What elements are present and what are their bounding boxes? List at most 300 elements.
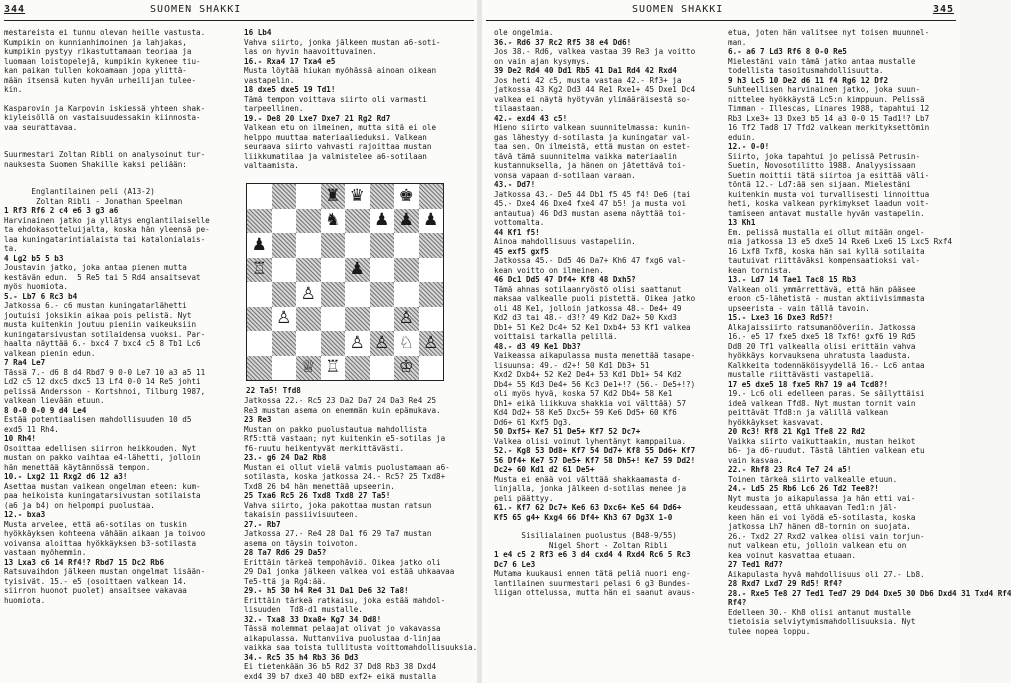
move-line: 1 e4 c5 2 Rf3 e6 3 d4 cxd4 4 Rxd4 Rc6 5 Rc3 bbox=[494, 550, 691, 559]
text-line: Suhteellisen harvinainen jatko, joka suun- bbox=[728, 85, 921, 94]
text-line: Nigel Short - Zoltan Ribli bbox=[494, 540, 668, 550]
text-line: man. bbox=[728, 37, 747, 47]
board-square bbox=[345, 307, 370, 332]
text-line: kestävän edun. 5 Re5 tai 5 Rd4 ansaitsevat bbox=[4, 272, 201, 282]
move-line: 29.- h5 30 h4 Re4 31 Da1 De6 32 Ta8! bbox=[244, 586, 409, 595]
chess-piece-square: ♜ bbox=[321, 184, 346, 209]
text-line: Edelleen 30.- Kh8 olisi antanut mustalle bbox=[728, 607, 911, 617]
text-column-4 bbox=[728, 28, 1011, 678]
text-line: nut valkean etu, jolloin valkean etu on bbox=[728, 541, 907, 550]
blank-line bbox=[494, 522, 724, 531]
text-line: Asettaa mustan vaikean ongelman eteen: kum- bbox=[4, 481, 201, 491]
diagram-caption: 22 Ta5! Tfd8 bbox=[246, 386, 301, 395]
board-square bbox=[345, 209, 370, 234]
chess-piece-square: ♙ bbox=[276, 308, 292, 329]
text-line: asema on täysin toivoton. bbox=[244, 538, 359, 548]
board-square bbox=[247, 331, 272, 356]
text-line: Englantilainen peli (A13-2) bbox=[4, 187, 155, 196]
text-line: hyökkäykset kasvavat. bbox=[728, 417, 825, 427]
move-line: 32.- Txa8 33 Dxa8+ Kg7 34 Dd8! bbox=[244, 614, 382, 624]
chess-piece-square: ♞ bbox=[325, 210, 341, 231]
left-page bbox=[0, 0, 478, 683]
text-line: töntä 12.- Ld7:ää sen sijaan. Mielestäni bbox=[728, 180, 911, 189]
text-line: peittävät Tfd8:n ja välillä valkean bbox=[728, 408, 889, 417]
board-square bbox=[296, 184, 321, 209]
text-line: Erittäin tärkeä tempohäviö. Oikea jatko oli bbox=[244, 557, 441, 567]
text-line: vastapelin. bbox=[244, 75, 295, 85]
text-line: exd5 11 Rh4. bbox=[4, 424, 59, 434]
text-line: eroon c5-lähetistä - mustan aktiivisimmasta bbox=[728, 294, 925, 303]
text-line: Estää potentiaalisen mahdollisuuden 10 d5 bbox=[4, 415, 192, 424]
board-square bbox=[296, 331, 321, 356]
text-line: helppo muuttaa materiaalieduksi. Valkean bbox=[244, 132, 427, 142]
text-line: mään itsensä kuten hyvän urheilijan tulee- bbox=[4, 75, 197, 85]
header-rule bbox=[486, 20, 956, 21]
text-line: Musta arvelee, että a6-sotilas on tuskin bbox=[4, 519, 187, 529]
text-line: takaisin passiivisuuteen. bbox=[244, 510, 359, 519]
text-line: Te5-ttä ja Rg4:ää. bbox=[244, 576, 327, 586]
text-line: Tämä ahnas sotilaanryöstö olisi saattanut bbox=[494, 284, 682, 294]
text-line: Osoittaa edellisen siirron heikkouden. Nyt bbox=[4, 443, 197, 453]
blank-line bbox=[4, 141, 240, 150]
board-square bbox=[321, 282, 346, 307]
board-square bbox=[321, 331, 346, 356]
text-line: kean voitto on ilmeinen. bbox=[494, 265, 604, 275]
page-number: 345 bbox=[932, 4, 954, 15]
text-line: ta. bbox=[4, 244, 18, 253]
chess-piece-square: ♙ bbox=[370, 331, 395, 356]
text-line: ole ongelmia. bbox=[494, 28, 554, 37]
text-line: Hieno siirto valkean suunnitelmassa: kunin- bbox=[494, 123, 691, 132]
chess-diagram bbox=[246, 183, 444, 381]
text-line: joutuisi joksikin aikaa pois pelistä. Nyt bbox=[4, 310, 192, 320]
text-line: Nyt musta jo aikapulassa ja hän etti vai- bbox=[728, 493, 916, 503]
text-column-3 bbox=[494, 28, 724, 678]
board-square bbox=[370, 307, 395, 332]
text-line: eduin. bbox=[728, 132, 756, 142]
right-page bbox=[482, 0, 1011, 683]
text-line: Mielestäni vain tämä jatko antaa mustalle bbox=[728, 56, 916, 66]
move-line: 1 Rf3 Rf6 2 c4 e6 3 g3 a6 bbox=[4, 206, 119, 215]
move-line: 15.- Lxe3 16 Dxe3 Rd5?! bbox=[728, 313, 834, 322]
text-line: vonsa vapaan d-sotilaan varaan. bbox=[494, 170, 636, 180]
move-line: 27 Ted1 Rd7? bbox=[728, 560, 783, 569]
text-line: Valkea olisi voinut lyhentänyt kamppailua. bbox=[494, 436, 687, 446]
text-line: Rb3 Lxe3+ 13 Dxe3 b5 14 a3 0-0 15 Tad1!? Lb7 bbox=[728, 113, 930, 123]
text-line: seuraava siirto vahvasti rajoittaa mustan bbox=[244, 142, 432, 151]
text-line: valkean pienin edun. bbox=[4, 348, 96, 358]
board-square bbox=[247, 356, 272, 381]
text-line: sotilasta, koska jatkossa 24.- Rc5? 25 Txd8+ bbox=[244, 472, 446, 481]
text-line: mustalle riittävästi vastapeliä. bbox=[728, 370, 875, 379]
text-line: Jatkossa 27.- Re4 28 Da1 f6 29 Ta7 mustan bbox=[244, 529, 432, 538]
move-line: 5.- Lb7 6 Rc3 b4 bbox=[4, 291, 78, 301]
move-line: 19.- De8 20 Lxe7 Dxe7 21 Rg2 Rd7 bbox=[244, 113, 391, 123]
text-line: gas lähestyy d-sotilasta ja kuningatar val- bbox=[494, 132, 691, 142]
text-line: vastaan myöhemmin. bbox=[4, 548, 87, 557]
move-line: 28.- Rxe5 Te8 27 Ted1 Ted7 29 Dd4 Dxe5 30 Db6 Dxd4 31 Txd4 Rf4 bbox=[728, 588, 1011, 598]
text-line: Musta ei enää voi välttää shakkaamasta d- bbox=[494, 474, 682, 484]
move-line: 39 De2 Rd4 40 Dd1 Rb5 41 Da1 Rd4 42 Rxd4 bbox=[494, 66, 677, 75]
text-line: f6-ruutu heikentyvät merkittävästi. bbox=[244, 443, 405, 453]
chess-piece-square: ♙ bbox=[394, 307, 419, 332]
text-line: 29 Da1 jonka jälkeen valkea voi estää uhkaavaa bbox=[244, 567, 455, 576]
move-line: 7 Ra4 Le7 bbox=[4, 358, 46, 367]
board-square bbox=[321, 307, 346, 332]
text-line: 45.- Dxe4 46 Dxe4 fxe4 47 b5! ja musta voi bbox=[494, 199, 687, 208]
text-line: Db1+ 51 Ke2 Dc4+ 52 Ke1 Dxb4+ 53 Kf1 valkea bbox=[494, 322, 691, 332]
chess-piece-square: ♟ bbox=[423, 210, 439, 231]
text-line: Kd2 d3 tai 48.- d3!? 49 Kd2 Da2+ 50 Kxd3 bbox=[494, 313, 677, 322]
text-line: (a6 ja b4) on helpompi puolustaa. bbox=[4, 500, 155, 510]
board-square bbox=[296, 233, 321, 258]
board-square bbox=[272, 209, 297, 234]
text-line: tautuivat riittäväksi kompensaatioksi val- bbox=[728, 256, 921, 265]
text-line: siirron huonot puolet) ansaitsee vakavaa bbox=[4, 586, 187, 595]
board-square bbox=[370, 258, 395, 283]
text-line: kumpikin pystyy rikastuttamaan teoriaa ja bbox=[4, 47, 192, 56]
board-square bbox=[345, 233, 370, 258]
text-line: Kxd2 Dxb4+ 52 Ke2 De4+ 53 Kd1 Db1+ 54 Kd2 bbox=[494, 370, 682, 379]
text-line: Ld2 c5 12 dxc5 dxc5 13 Lf4 0-0 14 Re5 johti bbox=[4, 377, 201, 386]
text-line: voittaisi tarkalla pelillä. bbox=[494, 332, 618, 341]
text-line: hyökkäys korvauksena uhratusta laadusta. bbox=[728, 351, 911, 360]
move-line: Dc2+ 60 Kd1 d2 61 De5+ bbox=[494, 465, 595, 474]
text-line: kean tornista. bbox=[728, 265, 793, 275]
text-line: kuitenkin musta voi turvallisesti linnoittua bbox=[728, 189, 930, 199]
text-line: Kasparovin ja Karpovin iskiessä yhteen shak- bbox=[4, 103, 206, 113]
chess-piece-square: ♟ bbox=[374, 210, 390, 231]
text-column-2-top bbox=[244, 28, 476, 188]
move-line: Dc7 6 Le3 bbox=[494, 559, 536, 569]
text-line: Joustavin jatko, joka antaa pienen mutta bbox=[4, 263, 187, 272]
move-line: Kf5 65 g4+ Kxg4 66 Df4+ Kh3 67 Dg3X 1-0 bbox=[494, 512, 673, 522]
move-line: 27.- Rb7 bbox=[244, 519, 281, 529]
text-line: vaikka saa toista tullitusta voittomahdollisuuksia. bbox=[244, 643, 478, 652]
move-line: 12.- 0-0! bbox=[728, 142, 770, 151]
move-line: 28 Ta7 Rd6 29 Da5? bbox=[244, 548, 327, 557]
text-line: kuningatarsivustan sotilaidensa vuoksi. Par- bbox=[4, 329, 206, 339]
move-line: 13 Lxa3 c6 14 Rf4!? Rbd7 15 Dc2 Rb6 bbox=[4, 557, 165, 567]
move-line: 44 Kf1 f5! bbox=[494, 227, 540, 237]
header-rule bbox=[4, 20, 474, 21]
text-line: vottomalta. bbox=[494, 218, 545, 227]
text-line: keen hän ei voi lyödä e5-sotilasta, koska bbox=[728, 512, 916, 522]
text-line: Vaikka siirto vaikuttaakin, mustan heikot bbox=[728, 436, 916, 446]
board-square bbox=[321, 258, 346, 283]
move-line: 8 0-0 0-0 9 d4 Le4 bbox=[4, 405, 87, 415]
chess-piece-square: ♟ bbox=[345, 258, 370, 283]
move-line: 43.- Dd7! bbox=[494, 180, 536, 189]
blank-line bbox=[4, 132, 240, 141]
board-square bbox=[419, 282, 444, 307]
board-square bbox=[394, 233, 419, 258]
move-line: 24.- Ld5 25 Rb6 Lc6 26 Td2 Tee8?! bbox=[728, 484, 879, 493]
text-line: vain kasvaa. bbox=[728, 455, 783, 465]
move-line: 6.- a6 7 Ld3 Rf6 8 0-0 Re5 bbox=[728, 47, 847, 56]
text-line: Jatkossa 43.- De5 44 Db1 f5 45 f4! De6 (tai bbox=[494, 189, 691, 199]
board-square bbox=[247, 184, 272, 209]
text-line: ideä valkean Tfd8. Nyt mustan tornit vain bbox=[728, 398, 916, 408]
text-line: 16 Tf2 Tad8 17 Tfd2 valkean merkityksettömin bbox=[728, 123, 930, 132]
board-square bbox=[247, 282, 272, 307]
text-line: Mutama kuukausi ennen tätä peliä nuori eng- bbox=[494, 569, 691, 578]
text-line: kan paikan tullen kokoamaan jopa ylittä- bbox=[4, 66, 187, 75]
text-line: upseerista - vain tällä tavoin. bbox=[728, 303, 870, 313]
text-line: oli myös hyvä, koska 57 Kd2 Db4+ 58 Ke1 bbox=[494, 389, 673, 398]
text-line: tietoisia selviytymismahdollisuuksia. Nyt bbox=[728, 617, 916, 626]
blank-line bbox=[4, 178, 240, 187]
text-line: Suurmestari Zoltan Ribli on analysoinut tur- bbox=[4, 150, 206, 159]
text-line: 26.- Txd2 27 Rxd2 valkea olisi vain torjun- bbox=[728, 531, 925, 541]
text-line: Db4+ 55 Kd3 De4+ 56 Kc3 De1+!? (56.- De5+!?) bbox=[494, 379, 696, 389]
text-line: Rf5:ttä vastaan; nyt kuitenkin e5-sotilas ja bbox=[244, 434, 446, 443]
move-line: 25 Txa6 Rc5 26 Txd8 Txd8 27 Ta5! bbox=[244, 491, 391, 500]
board-square bbox=[296, 209, 321, 234]
move-line: 10.- Lxg2 11 Rxg2 d6 12 a3! bbox=[4, 472, 128, 481]
move-line: 16 Lb4 bbox=[244, 28, 272, 37]
move-line: 42.- exd4 43 c5! bbox=[494, 113, 568, 123]
chess-piece-square: ♚ bbox=[398, 185, 414, 206]
text-line: paa heikoista kuningatarsivustan sotilaista bbox=[4, 491, 201, 500]
text-line: Re3 mustan asema on enemmän kuin epämukava. bbox=[244, 405, 441, 415]
text-line: tarpeellinen. bbox=[244, 104, 304, 113]
text-column-1 bbox=[4, 28, 240, 678]
text-line: tilaastaan. bbox=[494, 104, 545, 113]
move-line: 13 Kh1 bbox=[728, 218, 756, 227]
board-square bbox=[419, 356, 444, 381]
board-square bbox=[370, 233, 395, 258]
text-line: 19.- Lc6 oli edelleen paras. Se säilyttäisi bbox=[728, 389, 925, 398]
board-square bbox=[370, 184, 395, 209]
text-line: Mustan ei ollut vielä valmis puolustamaan a6- bbox=[244, 462, 450, 472]
text-line: Aikapulasta hyvä mahdollisuus oli 27.- Lb8. bbox=[728, 569, 925, 579]
text-line: Erittäin tärkeä ratkaisu, joka estää mahdol- bbox=[244, 595, 446, 605]
text-line: hän menettää käytännössä tempon. bbox=[4, 462, 151, 472]
board-square bbox=[345, 282, 370, 307]
text-line: Jatkossa 6.- c6 mustan kuningatarlähetti bbox=[4, 301, 187, 310]
text-line: lantilainen suurmestari pelasi 6 g3 Bundes- bbox=[494, 578, 691, 588]
text-line: Ratsuvaihdon jälkeen mustan ongelmat lisään- bbox=[4, 567, 206, 576]
text-line: Vahva siirto, joka pakottaa mustan ratsun bbox=[244, 500, 432, 510]
move-line: 17 e5 dxe5 18 fxe5 Rh7 19 a4 Tcd8?! bbox=[728, 379, 889, 389]
text-line: Vahva siirto, jonka jälkeen mustan a6-soti- bbox=[244, 37, 441, 47]
board-square bbox=[296, 307, 321, 332]
chess-piece-square: ♖ bbox=[247, 258, 272, 283]
text-line: Kumpikin on kunnianhimoinen ja lahjakas, bbox=[4, 37, 187, 47]
text-line: Sisilialainen puolustus (B48-9/55) bbox=[494, 531, 677, 540]
move-line: 4 Lg2 b5 5 b3 bbox=[4, 253, 64, 263]
text-line: kea voinut kasvattaa etuaan. bbox=[728, 550, 857, 560]
text-line: Em. pelissä mustalla ei ollut mitään ongel- bbox=[728, 227, 925, 237]
text-line: keudessaan, että uhkaavan Ted1:n jäl- bbox=[728, 503, 898, 512]
text-line: Jatkossa 45.- Dd5 46 Da7+ Kh6 47 fxg6 val- bbox=[494, 256, 687, 265]
text-line: Valkean oli ymmärrettävä, että hän pääsee bbox=[728, 284, 916, 294]
text-line: musta kuitenkin joutuu pieniin vaikeuksiin bbox=[4, 320, 197, 329]
blank-line bbox=[4, 95, 240, 104]
text-line: pelissä Andersson - Kortshnoi, Tilburg 1987, bbox=[4, 386, 206, 396]
move-line: 16.- Rxa4 17 Txa4 e5 bbox=[244, 56, 336, 66]
text-line: vaa seurattavaa. bbox=[4, 122, 78, 132]
move-line: 13.- Ld7 14 Tae1 Tac8 15 Rb3 bbox=[728, 275, 857, 284]
text-line: liikkumatilaa ja valmistelee a6-sotilaan bbox=[244, 151, 427, 161]
text-line: on vain ajan kysymys. bbox=[494, 56, 591, 66]
board-square bbox=[272, 184, 297, 209]
move-line: 23 Re3 bbox=[244, 415, 272, 424]
move-line: 52.- Kg8 53 Dd8+ Kf7 54 Dd7+ Kf8 55 Dd6+ Kf7 bbox=[494, 446, 696, 455]
chess-piece-square: ♔ bbox=[394, 356, 419, 381]
text-line: Valkean etu on ilmeinen, mutta sitä ei ole bbox=[244, 123, 437, 132]
move-line: 22.- Rhf8 23 Rc4 Te7 24 a5! bbox=[728, 465, 852, 474]
board-square bbox=[272, 331, 297, 356]
text-line: Jatkossa 22.- Rc5 23 Da2 Da7 24 Da3 Re4 25 bbox=[244, 396, 437, 405]
board-square bbox=[370, 356, 395, 381]
move-line: 20 Rc3! Rf8 21 Kg1 Tfe8 22 Rd2 bbox=[728, 427, 866, 436]
chess-piece-square: ♟ bbox=[394, 209, 419, 234]
board-square bbox=[272, 258, 297, 283]
move-line: Rf4? bbox=[728, 598, 747, 607]
text-line: mustan on pakko vaihtaa e4-lähetti, jolloin bbox=[4, 453, 201, 462]
board-square bbox=[272, 356, 297, 381]
text-line: tävä tämä suunnitelma vaikka materiaalin bbox=[494, 151, 677, 161]
running-head: SUOMEN SHAKKI bbox=[632, 4, 724, 15]
text-line: Tässä 7.- d6 8 d4 Rbd7 9 0-0 Le7 10 a3 a5 11 bbox=[4, 367, 206, 377]
board-square bbox=[419, 258, 444, 283]
text-line: huomiota. bbox=[4, 595, 46, 605]
text-line: Siirto, joka tapahtui jo pelissä Petrusin- bbox=[728, 151, 921, 161]
text-line: Vaikeassa aikapulassa musta menettää tasape- bbox=[494, 351, 696, 360]
text-line: taa sen. On ilmeistä, että mustan on estet- bbox=[494, 142, 691, 151]
chess-piece-square: ♙ bbox=[300, 283, 316, 304]
text-line: exd4 39 b7 dxe3 40 b8D exf2+ eikä mustalla bbox=[244, 671, 437, 681]
running-head: SUOMEN SHAKKI bbox=[150, 4, 242, 15]
text-line: Alkajaissiirto ratsumanööveriin. Jatkossa bbox=[728, 322, 916, 332]
blank-line bbox=[4, 169, 240, 178]
text-line: tyisivät. 15.- e5 (osoittaen valkean 14. bbox=[4, 576, 187, 586]
move-line: 23.- g6 24 Da2 Rb8 bbox=[244, 453, 327, 462]
text-line: ta ehdokasotteluijalta, koska hän yleensä pe- bbox=[4, 225, 210, 234]
text-line: nittelee hyökkäystä Lc5:n kimppuun. Pelissä bbox=[728, 94, 925, 104]
text-line: Dd8 20 Tf1 valkealla olisi erittäin vahva bbox=[728, 341, 916, 351]
text-line: lisuunsa: 49.- d2+! 50 Kd1 Db3+ 51 bbox=[494, 360, 650, 370]
text-line: Ei tietenkään 36 b5 Rd2 37 Dd8 Rb3 38 Dxd4 bbox=[244, 662, 437, 671]
text-line: aikapulassa. Nuttanviiva puolustaa d-linjaa bbox=[244, 633, 441, 643]
move-line: 34.- Rc5 35 h4 Rb3 36 Dd3 bbox=[244, 652, 359, 662]
chess-piece-square: ♛ bbox=[349, 185, 365, 206]
text-line: todellista tasoitusmahdollisuutta. bbox=[728, 66, 884, 75]
text-line: jatkossa 43 Kg2 Dd3 44 Re1 Rxe1+ 45 Dxe1 Dc4 bbox=[494, 85, 696, 94]
board-square bbox=[370, 282, 395, 307]
text-line: haalta näyttää 6.- bxc4 7 bxc4 c5 8 Tb1 Lc6 bbox=[4, 339, 201, 348]
text-line: jatkossa Lh7 hänen d8-tornin on suojata. bbox=[728, 522, 911, 531]
text-line: kiyleisöllä on vastaisuudessakin kiinnosta- bbox=[4, 113, 201, 122]
text-line: linjalla, jonka jälkeen d-sotilas menee ja bbox=[494, 484, 687, 493]
move-line: 50 Dxf5+ Ke7 51 De5+ Kf7 52 Dc7+ bbox=[494, 427, 641, 436]
move-line: 46 Dc1 Dd5 47 Df4+ Kf8 48 Dxh5? bbox=[494, 275, 636, 284]
text-line: Tässä molemmat pelaajat olivat jo vakavassa bbox=[244, 624, 441, 633]
text-line: nauksesta Suomen Shakille kaksi peliään: bbox=[4, 159, 187, 169]
chess-piece-square: ♕ bbox=[296, 356, 321, 381]
move-line: 9 h3 Lc5 10 De2 d6 11 f4 Rg6 12 Df2 bbox=[728, 75, 889, 85]
text-line: Zoltan Ribli - Jonathan Speelman bbox=[4, 196, 183, 206]
text-line: valkea ei näytä hyötyvän ylimääräisestä so- bbox=[494, 94, 691, 104]
text-line: Kd4 Dd2+ 58 Ke5 Dxc5+ 59 Ke6 Dd5+ 60 Kf6 bbox=[494, 408, 677, 417]
move-line: 48.- d3 49 Ke1 Db3? bbox=[494, 341, 581, 351]
board-square bbox=[394, 282, 419, 307]
text-line: myös huomiota. bbox=[4, 282, 69, 291]
chess-piece-square: ♙ bbox=[349, 332, 365, 353]
text-line: heti, koska valkean pyrkimykset laadun voit- bbox=[728, 199, 930, 208]
board-square bbox=[321, 233, 346, 258]
text-line: Jos heti 42 c5, musta vastaa 42.- Rf3+ ja bbox=[494, 75, 682, 85]
move-line: 12.- bxa3 bbox=[4, 510, 46, 519]
move-line: 18 dxe5 dxe5 19 Td1! bbox=[244, 85, 336, 94]
board-square bbox=[272, 282, 297, 307]
text-line: las on hyvin haavoittuvainen. bbox=[244, 47, 377, 56]
text-line: 16.- e5 17 fxe5 dxe5 18 Txf6! gxf6 19 Rd5 bbox=[728, 332, 916, 341]
text-line: liigan ottelussa, mutta hän ei saanut avaus- bbox=[494, 588, 696, 597]
board-square bbox=[272, 233, 297, 258]
text-line: maksaa valkealle puoli pistettä. Oikea jatko bbox=[494, 294, 696, 303]
move-line: 45 exf5 gxf5 bbox=[494, 246, 549, 256]
text-line: b6- ja d6-ruudut. Tästä lähtien valkean etu bbox=[728, 446, 925, 455]
text-line: kustannuksella, ja hänen on jätettävä toi- bbox=[494, 161, 687, 170]
text-line: etua, joten hän valitsee nyt toisen muunnel- bbox=[728, 28, 930, 37]
text-column-2-bottom bbox=[244, 396, 478, 681]
board-square bbox=[394, 258, 419, 283]
text-line: lisuuden Td8-d1 mustalle. bbox=[244, 605, 363, 614]
text-line: mia jatkossa 13 e5 dxe5 14 Rxe6 Lxe6 15 Lxc5 Rxf4 bbox=[728, 237, 953, 246]
text-line: Dh1+ eikä liikkuva shakkia voi välttää) 57 bbox=[494, 398, 687, 408]
move-line: 28 Rxd7 Lxd7 29 Rd5! Rf4? bbox=[728, 579, 843, 588]
text-line: Txd8 26 b4 hän menettää upseerin. bbox=[244, 481, 395, 491]
text-line: Kalkkeita todennäköisyydellä 16.- Lc6 antaa bbox=[728, 360, 925, 370]
text-line: mestareista ei tunnu olevan heille vastusta. bbox=[4, 28, 206, 37]
text-line: antautua) 46 Dd3 mustan asema näyttää toi- bbox=[494, 208, 687, 218]
text-line: Suetin, Novosotilitto 1988. Analyysissaan bbox=[728, 161, 916, 170]
text-line: luomaan loistopelejä, kumpikin kykenee tiu- bbox=[4, 56, 201, 66]
text-line: kin. bbox=[4, 85, 23, 94]
text-line: Harvinainen jatko ja yllätys englantilaiselle bbox=[4, 215, 210, 225]
text-line: Mustan on pakko puolustautua mahdollista bbox=[244, 424, 427, 434]
chess-piece-square: ♙ bbox=[419, 331, 444, 356]
board-square bbox=[247, 209, 272, 234]
text-line: hyökkäyksen kohteena vähään aikaan ja toivoo bbox=[4, 529, 206, 538]
text-line: Musta löytää hiukan myöhässä ainoan oikean bbox=[244, 66, 437, 75]
text-line: 16 Lxf8 Txf8, koska hän sai kyllä sotilaita bbox=[728, 246, 925, 256]
move-line: 61.- Kf7 62 Dc7+ Ke6 63 Dxc6+ Ke5 64 Dd6+ bbox=[494, 503, 682, 512]
text-line: oli 48 Ke1, jolloin jatkossa 48.- De4+ 49 bbox=[494, 303, 682, 313]
text-line: Ainoa mahdollisuus vastapeliin. bbox=[494, 237, 636, 246]
text-line: voivansa aloittaa hyökkäyksen b3-sotilasta bbox=[4, 538, 197, 548]
text-line: Jos 38.- Rd6, valkea vastaa 39 Re3 ja voitto bbox=[494, 47, 696, 56]
chess-piece-square: ♖ bbox=[325, 357, 341, 378]
chess-piece-square: ♟ bbox=[251, 234, 267, 255]
move-line: 36.- Rd6 37 Rc2 Rf5 38 e4 Dd6! bbox=[494, 37, 632, 47]
text-line: Suetin moittii tätä siirtoa ja esittää väli- bbox=[728, 170, 930, 180]
text-line: Tämä tempon voittava siirto oli varmasti bbox=[244, 94, 427, 104]
text-line: Toinen tärkeä siirto valkealle etuun. bbox=[728, 474, 898, 484]
board-square bbox=[247, 307, 272, 332]
text-line: tulee nopea loppu. bbox=[728, 626, 811, 636]
board-square bbox=[419, 184, 444, 209]
text-line: peli päättyy. bbox=[494, 493, 554, 503]
move-line: 56 Df4+ Ke7 57 De5+ Kf7 58 Dh5+! Ke7 59 Dd2! bbox=[494, 455, 696, 465]
text-line: valkean lievään etuun. bbox=[4, 396, 105, 405]
board-square bbox=[345, 356, 370, 381]
chess-piece-square: ♘ bbox=[398, 332, 414, 353]
page-number: 344 bbox=[4, 4, 26, 15]
